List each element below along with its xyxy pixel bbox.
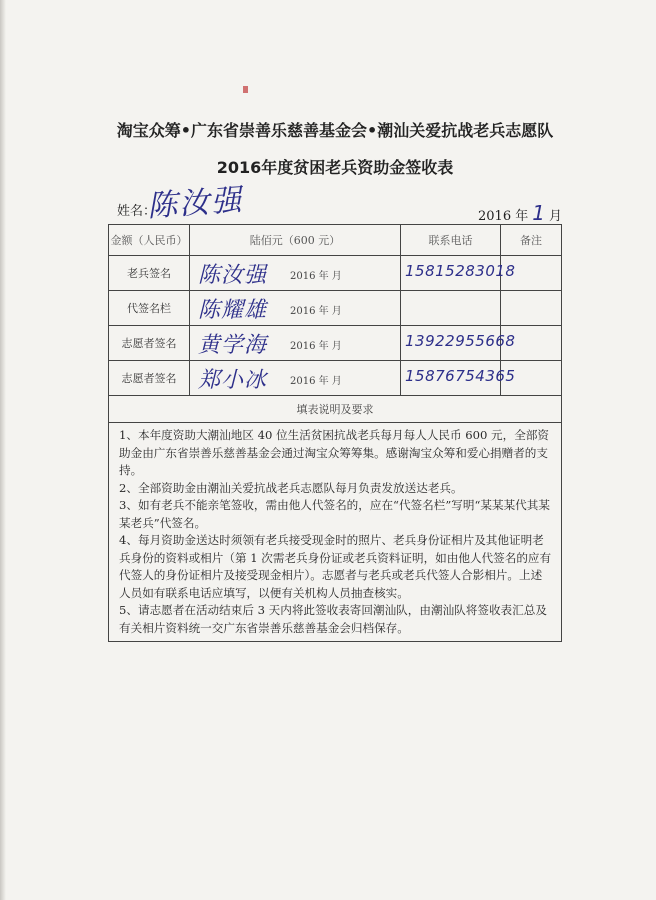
date-year: 2016 年 xyxy=(478,209,529,224)
handwritten-signature: 黄学海 xyxy=(198,333,268,358)
row-date: 2016 年 月 xyxy=(290,376,342,387)
signature-cell xyxy=(190,326,401,361)
note-item: 3、如有老兵不能亲笔签收，需由他人代签名的，应在“代签名栏”写明“某某某代其某某老兵”代签名。 xyxy=(119,498,550,530)
receipt-table xyxy=(108,224,562,642)
header-value: 陆佰元（600 元） xyxy=(190,225,401,256)
handwritten-phone: 13922955668 xyxy=(405,332,516,350)
document-title: 淘宝众筹•广东省崇善乐慈善基金会•潮汕关爱抗战老兵志愿队 xyxy=(116,121,554,140)
red-mark xyxy=(243,86,248,93)
signature-cell xyxy=(190,291,401,326)
date-month-handwritten: 1 xyxy=(532,201,545,225)
name-signature: 陈汝强 xyxy=(146,182,245,225)
header-remark: 备注 xyxy=(501,225,562,256)
handwritten-phone: 15815283018 xyxy=(405,262,516,280)
notes-row xyxy=(109,423,562,642)
table-row xyxy=(109,361,562,396)
signature-cell xyxy=(190,361,401,396)
name-label: 姓名： xyxy=(117,204,157,219)
header-phone: 联系电话 xyxy=(401,225,501,256)
scan-edge xyxy=(0,0,6,900)
handwritten-signature: 郑小冰 xyxy=(198,368,268,393)
handwritten-phone: 15876754365 xyxy=(405,367,516,385)
handwritten-signature: 陈耀雄 xyxy=(198,298,268,323)
table-header-row xyxy=(109,225,562,256)
note-item: 2、全部资助金由潮汕关爱抗战老兵志愿队每月负责发放送达老兵。 xyxy=(119,480,463,495)
handwritten-signature: 陈汝强 xyxy=(198,263,268,288)
date-month-suffix: 月 xyxy=(548,209,562,224)
phone-cell xyxy=(401,291,501,326)
row-label: 志愿者签名 xyxy=(109,361,190,396)
note-item: 4、每月资助金送达时须领有老兵接受现金时的照片、老兵身份证相片及其他证明老兵身份的资料或相片（第 1 次需老兵身份证或老兵资料证明，如由他人代签名的应有代签人的身份证相片及接受现金相片）。志愿者与老兵或老兵代签人合影相片。上述人员如有联系电话应填写，以便有关机构人员抽查核实。 xyxy=(119,533,552,600)
phone-cell xyxy=(401,256,516,291)
note-item: 5、请志愿者在活动结束后 3 天内将此签收表寄回潮汕队，由潮汕队将签收表汇总及有关相片资料统一交广东省崇善乐慈善基金会归档保存。 xyxy=(119,603,547,635)
notes-cell xyxy=(109,423,562,642)
table-row xyxy=(109,326,562,361)
row-label: 代签名栏 xyxy=(109,291,190,326)
row-date: 2016 年 月 xyxy=(290,271,342,282)
table-row xyxy=(109,291,562,326)
row-label: 老兵签名 xyxy=(109,256,190,291)
phone-cell xyxy=(401,361,516,396)
table-row xyxy=(109,256,562,291)
row-label: 志愿者签名 xyxy=(109,326,190,361)
row-date: 2016 年 月 xyxy=(290,341,342,352)
row-date: 2016 年 月 xyxy=(290,306,342,317)
remark-cell xyxy=(501,291,562,326)
signature-cell xyxy=(190,256,401,291)
note-item: 1、本年度资助大潮汕地区 40 位生活贫困抗战老兵每月每人人民币 600 元，全部资助金由广东省崇善乐慈善基金会通过淘宝众筹筹集。感谢淘宝众筹和爱心捐赠者的支持。 xyxy=(119,428,550,477)
form-date xyxy=(478,201,562,225)
document-subtitle: 2016年度贫困老兵资助金签收表 xyxy=(216,158,454,177)
notes-title: 填表说明及要求 xyxy=(109,396,562,423)
notes-header-row xyxy=(109,396,562,423)
header-amount: 金额（人民币） xyxy=(109,225,190,256)
phone-cell xyxy=(401,326,516,361)
